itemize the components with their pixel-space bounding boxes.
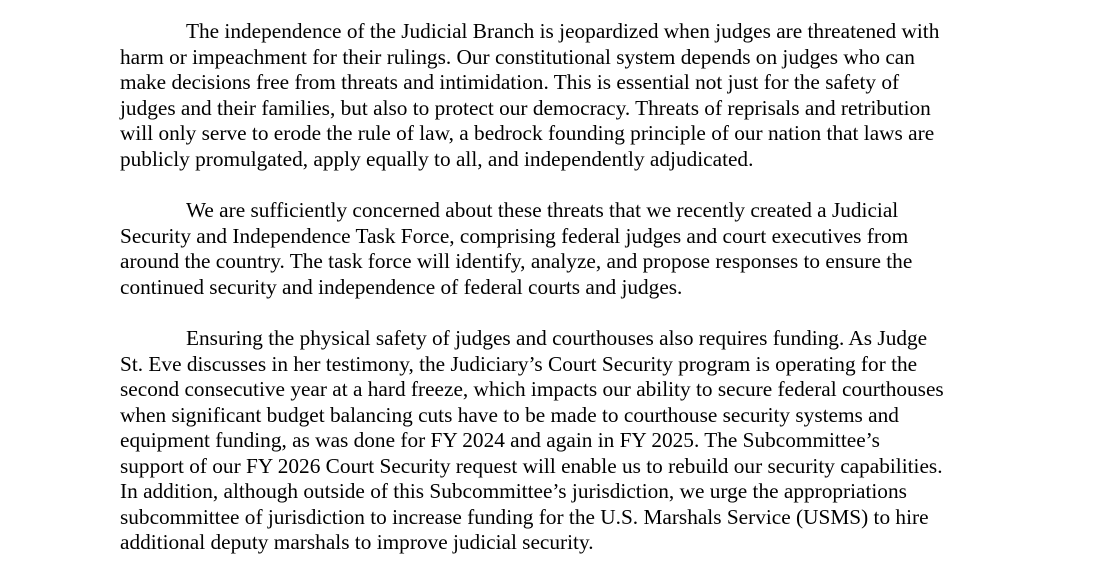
text-line: judges and their families, but also to protect our democracy. Threats of reprisals and retribution <box>120 95 931 120</box>
text-line: Security and Independence Task Force, comprising federal judges and court executives from <box>120 223 909 248</box>
text-line: harm or impeachment for their rulings. Our constitutional system depends on judges who can <box>120 44 915 69</box>
text-line: additional deputy marshals to improve judicial security. <box>120 530 594 554</box>
text-line: continued security and independence of federal courts and judges. <box>120 274 683 299</box>
text-line: support of our FY 2026 Court Security request will enable us to rebuild our security capabilities. <box>120 453 943 478</box>
text-line: In addition, although outside of this Subcommittee’s jurisdiction, we urge the appropriations <box>120 479 907 503</box>
paragraph-judicial-independence <box>120 19 990 172</box>
text-line: around the country. The task force will identify, analyze, and propose responses to ensure the <box>120 249 913 273</box>
text-line: second consecutive year at a hard freeze, which impacts our ability to secure federal courthouses <box>120 377 944 401</box>
paragraph-task-force <box>120 198 990 300</box>
text-line: subcommittee of jurisdiction to increase funding for the U.S. Marshals Service (USMS) to hire <box>120 504 929 529</box>
text-line: St. Eve discusses in her testimony, the Judiciary’s Court Security program is operating for the <box>120 351 918 376</box>
text-line: make decisions free from threats and intimidation. This is essential not just for the safety of <box>120 70 900 94</box>
text-line: publicly promulgated, apply equally to all, and independently adjudicated. <box>120 146 754 171</box>
text-line: when significant budget balancing cuts have to be made to courthouse security systems and <box>120 402 899 427</box>
text-line: The independence of the Judicial Branch is jeopardized when judges are threatened with <box>186 19 940 43</box>
text-line: Ensuring the physical safety of judges and courthouses also requires funding. As Judge <box>186 326 928 350</box>
text-line: will only serve to erode the rule of law, a bedrock founding principle of our nation that laws are <box>120 121 935 145</box>
text-line: equipment funding, as was done for FY 2024 and again in FY 2025. The Subcommittee’s <box>120 428 880 452</box>
paragraph-security-funding <box>120 326 990 556</box>
document-body <box>120 19 990 556</box>
text-line: We are sufficiently concerned about these threats that we recently created a Judicial <box>186 198 899 222</box>
